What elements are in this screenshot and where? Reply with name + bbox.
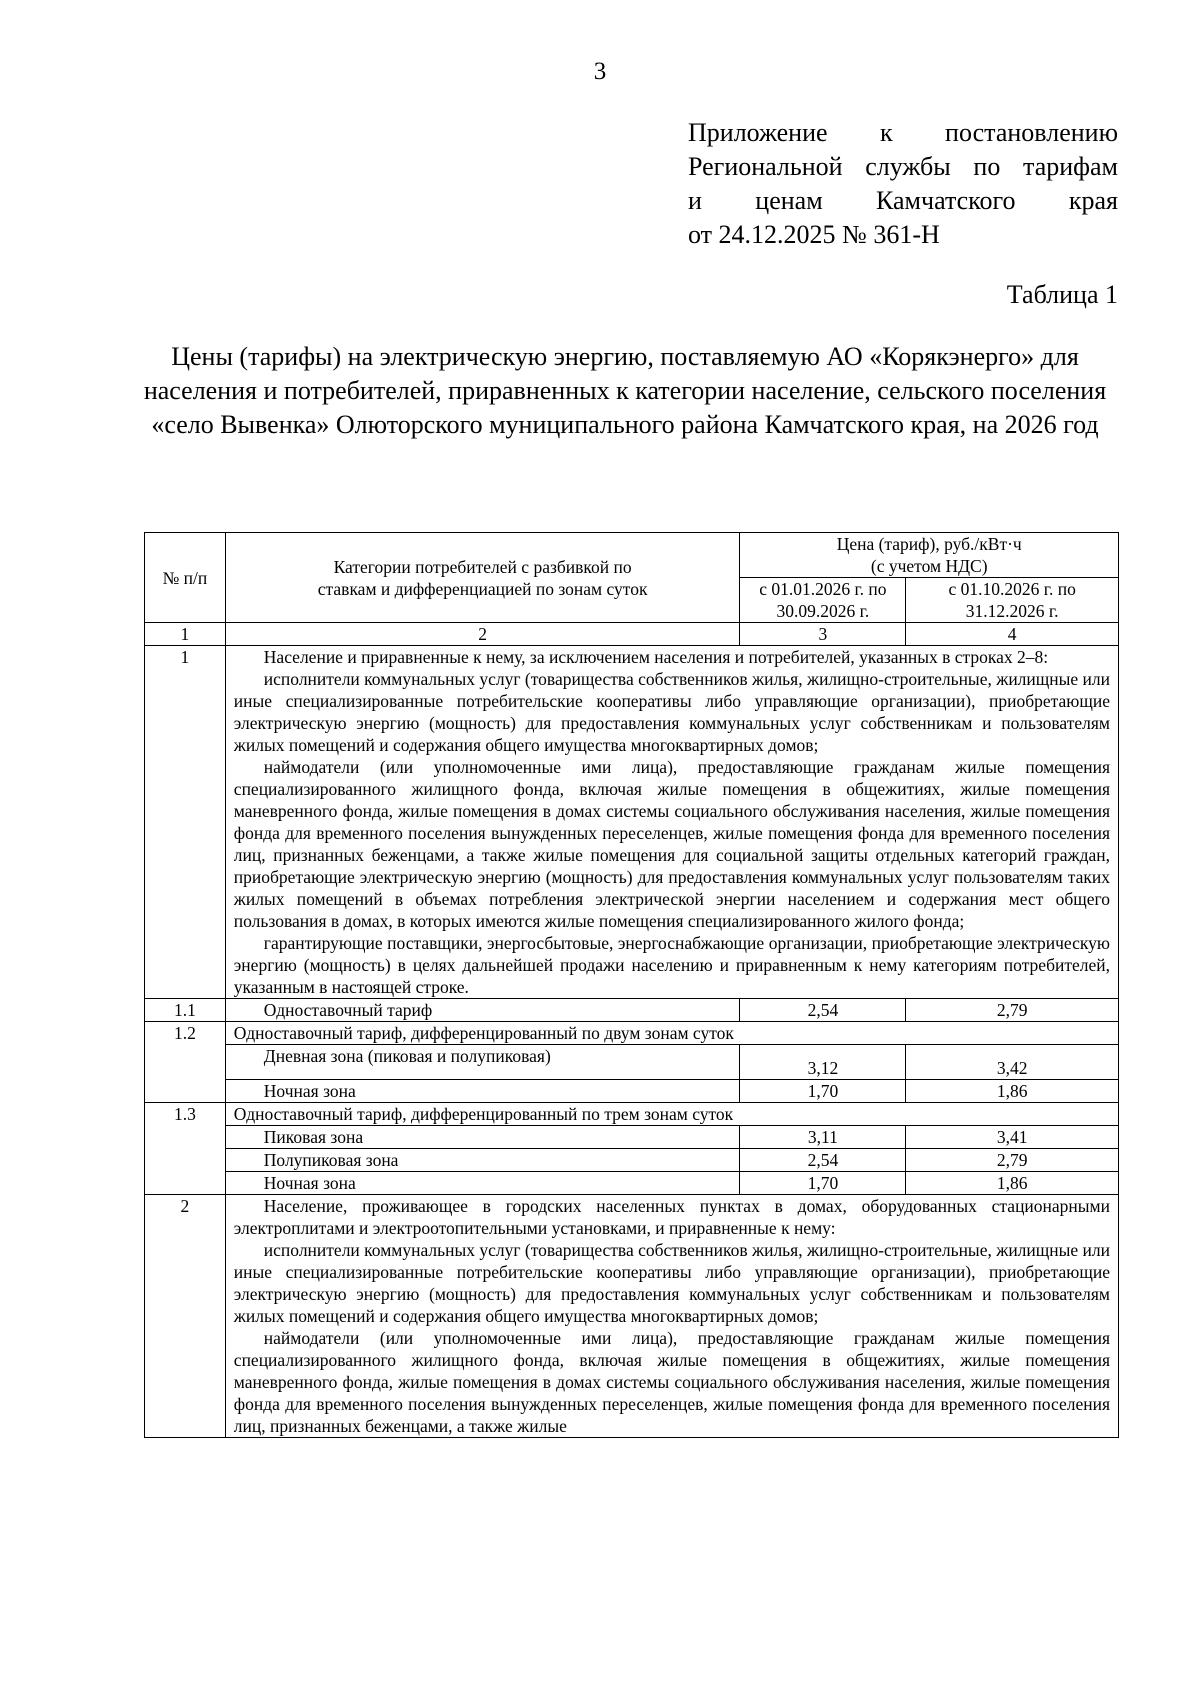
row-label: Одноставочный тариф: [225, 999, 740, 1022]
description-paragraph: исполнители коммунальных услуг (товарищества собственников жилья, жилищно-строительные, жилищные или иные специализированные потребительские кооперативы либо управляющие организации), приобретающие электрическую энергию (мощность) для предоставления коммунальных услуг собственникам и пользователям жилых помещений и содержания общего имущества многоквартирных домов;: [233, 1240, 1110, 1326]
appendix-header: [688, 116, 1118, 252]
price-period-2: 3,41: [906, 1126, 1119, 1149]
description-paragraph: наймодатели (или уполномоченные ими лица), предоставляющие гражданам жилые помещения специализированного жилищного фонда, включая жилые помещения в общежитиях, жилые помещения маневренного фонда, жилые помещения в домах системы социального обслуживания населения, жилые помещения фонда для временного поселения вынужденных переселенцев, жилые помещения фонда для временного поселения лиц, признанных беженцами, а также жилые помещения для социальной защиты отдельных категорий граждан, приобретающие электрическую энергию (мощность) для предоставления коммунальных услуг пользователям таких жилых помещений в объемах потребления электрической энергии населением и содержания мест общего пользования в домах, в которых имеются жилые помещения специализированного жилого фонда;: [233, 757, 1110, 931]
row-number: 1: [145, 646, 226, 999]
table-row: [145, 1126, 1119, 1149]
table-row: [145, 1149, 1119, 1172]
table-label: Таблица 1: [1006, 280, 1118, 309]
header-period-2: с 01.10.2026 г. по 31.12.2026 г.: [906, 578, 1119, 623]
row-number: 1.3: [145, 1103, 226, 1195]
section-1-row: [145, 646, 1119, 999]
zone-label: Ночная зона: [225, 1080, 740, 1103]
appendix-line: Региональной службы по тарифам: [688, 152, 1118, 181]
document-title: Цены (тарифы) на электрическую энергию, поставляемую АО «Корякэнерго» для населения и потребителей, приравненных к категории население, сельского поселения «село Вывенка» Олюторского муниципального района Камчатского края, на 2026 год: [143, 342, 1107, 439]
appendix-line: и ценам Камчатского края: [688, 186, 1118, 215]
table-row: [145, 1080, 1119, 1103]
description-paragraph: Население и приравненные к нему, за исключением населения и потребителей, указанных в строках 2–8:: [263, 647, 1049, 667]
table-row: [145, 1045, 1119, 1080]
description-paragraph: исполнители коммунальных услуг (товарищества собственников жилья, жилищно-строительные, жилищные или иные специализированные потребительские кооперативы либо управляющие организации), приобретающие электрическую энергию (мощность) для предоставления коммунальных услуг собственникам и пользователям жилых помещений и содержания общего имущества многоквартирных домов;: [233, 669, 1110, 755]
section-1-description: [225, 646, 1118, 999]
price-period-2: 2,79: [906, 1149, 1119, 1172]
price-period-2: 2,79: [906, 999, 1119, 1022]
tariff-table: [144, 532, 1119, 1438]
appendix-line: Приложение к постановлению: [688, 118, 1118, 147]
zone-label: Полупиковая зона: [225, 1149, 740, 1172]
zone-label: Дневная зона (пиковая и полупиковая): [225, 1045, 740, 1080]
price-period-1: 2,54: [740, 1149, 906, 1172]
table-row: [145, 1103, 1119, 1126]
price-period-1: 2,54: [740, 999, 906, 1022]
column-number: 2: [225, 623, 740, 646]
description-paragraph: гарантирующие поставщики, энергосбытовые, энергоснабжающие организации, приобретающие электрическую энергию (мощность) в целях дальнейшей продажи населению и приравненным к нему категориям потребителей, указанным в настоящей строке.: [233, 933, 1110, 997]
price-period-1: 3,11: [740, 1126, 906, 1149]
row-label: Одноставочный тариф, дифференцированный по двум зонам суток: [225, 1022, 1118, 1045]
table-row: [145, 1022, 1119, 1045]
row-number: 1.2: [145, 1022, 226, 1103]
description-paragraph: Население, проживающее в городских населенных пунктах в домах, оборудованных стационарными электроплитами и электроотопительными установками, и приравненные к нему:: [233, 1196, 1110, 1238]
row-number: 2: [145, 1195, 226, 1438]
zone-label: Пиковая зона: [225, 1126, 740, 1149]
header-category: Категории потребителей с разбивкой по ставкам и дифференциацией по зонам суток: [225, 533, 740, 623]
column-numbers-row: [145, 623, 1119, 646]
price-period-2: 1,86: [906, 1172, 1119, 1195]
header-price: Цена (тариф), руб./кВт·ч (с учетом НДС): [740, 533, 1119, 578]
header-period-1: с 01.01.2026 г. по 30.09.2026 г.: [740, 578, 906, 623]
table-row: [145, 1172, 1119, 1195]
column-number: 4: [906, 623, 1119, 646]
price-period-2: 1,86: [906, 1080, 1119, 1103]
column-number: 1: [145, 623, 226, 646]
header-num: № п/п: [145, 533, 226, 623]
price-period-1: 3,12: [740, 1045, 906, 1080]
row-label: Одноставочный тариф, дифференцированный по трем зонам суток: [225, 1103, 1118, 1126]
page-number: 3: [593, 58, 607, 85]
section-2-description: [225, 1195, 1118, 1438]
row-number: 1.1: [145, 999, 226, 1022]
table-header-row: [145, 533, 1119, 578]
price-period-2: 3,42: [906, 1045, 1119, 1080]
table-row: [145, 999, 1119, 1022]
zone-label: Ночная зона: [225, 1172, 740, 1195]
price-period-1: 1,70: [740, 1080, 906, 1103]
column-number: 3: [740, 623, 906, 646]
price-period-1: 1,70: [740, 1172, 906, 1195]
description-paragraph: наймодатели (или уполномоченные ими лица), предоставляющие гражданам жилые помещения специализированного жилищного фонда, включая жилые помещения в общежитиях, жилые помещения маневренного фонда, жилые помещения в домах системы социального обслуживания населения, жилые помещения фонда для временного поселения вынужденных переселенцев, жилые помещения фонда для временного поселения лиц, признанных беженцами, а также жилые: [233, 1328, 1110, 1436]
section-2-row: [145, 1195, 1119, 1438]
appendix-line: от 24.12.2025 № 361-Н: [688, 220, 940, 249]
